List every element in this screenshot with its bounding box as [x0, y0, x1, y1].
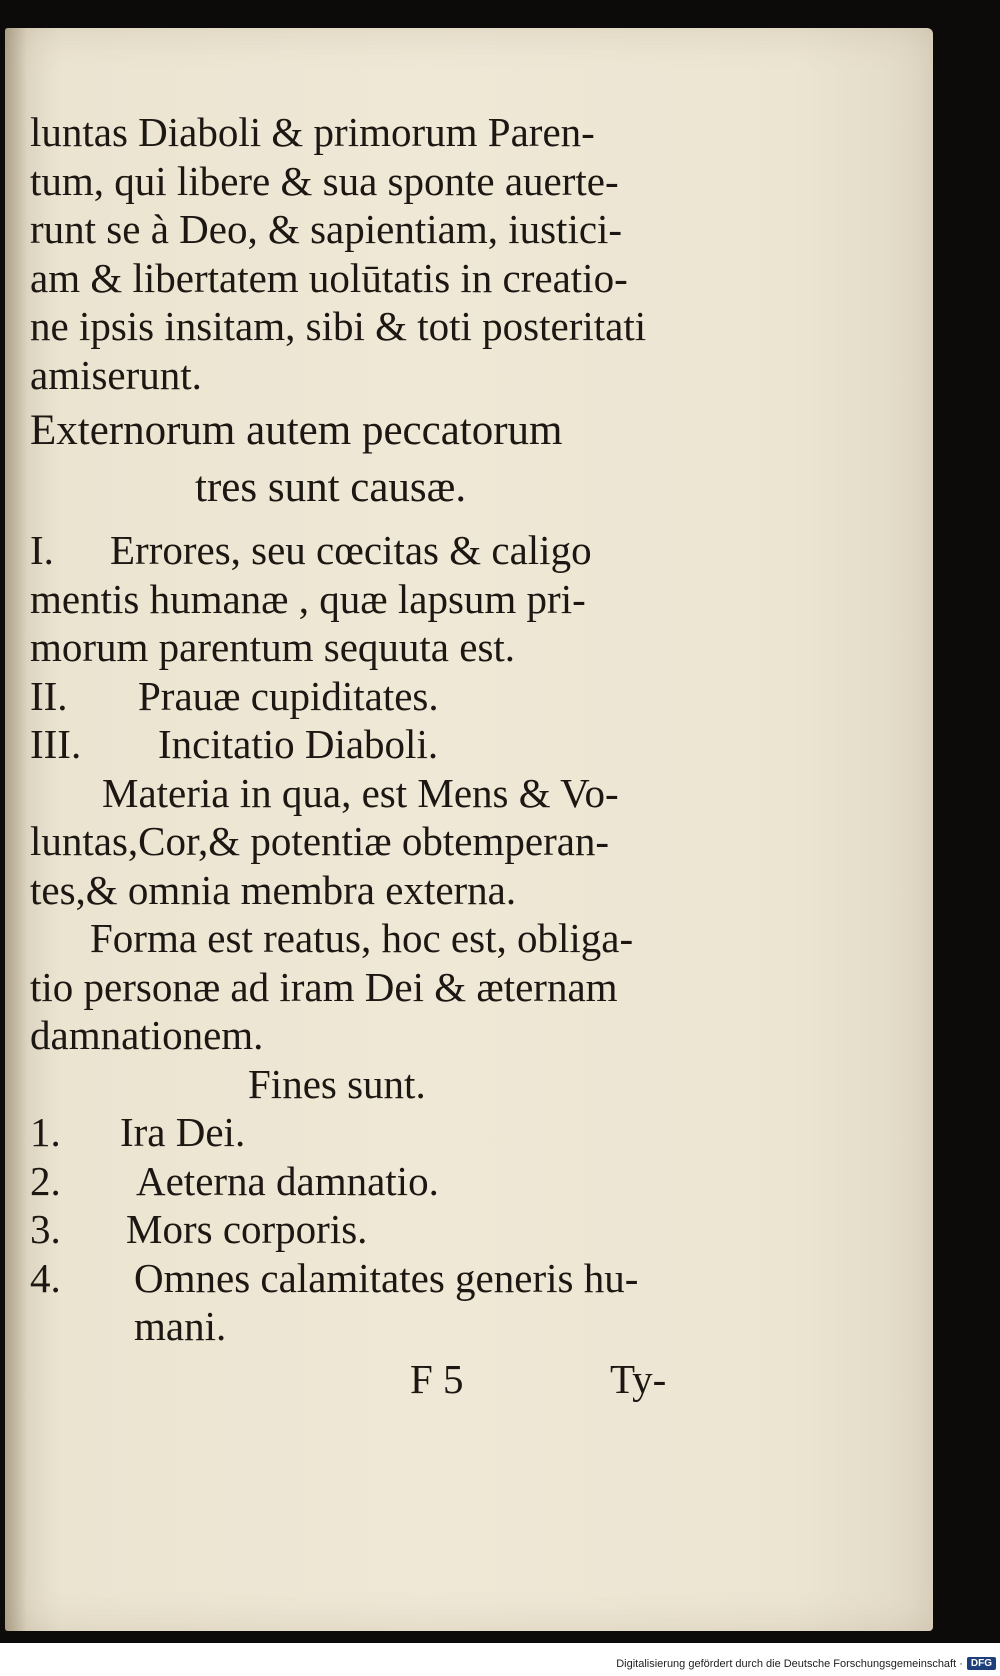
spacer: [30, 512, 690, 526]
signature-mark: F 5: [410, 1355, 464, 1402]
fines-item: [30, 1108, 690, 1157]
item-text: Prauæ cupiditates.: [138, 672, 439, 719]
text-line: runt se à Deo, & sapientiam, iustici-: [30, 206, 623, 252]
item-number: 2.: [30, 1157, 61, 1204]
cause-item: [30, 720, 690, 769]
section-heading: Externorum autem peccatorum: [30, 407, 563, 454]
text-line: Forma est reatus, hoc est, obliga-: [90, 915, 634, 961]
item-number: II.: [30, 672, 68, 719]
section-heading-continued: tres sunt causæ.: [195, 463, 467, 511]
fines-item: [30, 1157, 690, 1206]
dfg-logo: DFG: [967, 1657, 996, 1670]
text-line: ne ipsis insitam, sibi & toti posteritati: [30, 303, 647, 349]
fines-continuation: mani.: [134, 1303, 227, 1349]
item-text: Ira Dei.: [120, 1109, 246, 1155]
cause-item: [30, 526, 690, 575]
catchword: Ty-: [610, 1355, 667, 1402]
text-line: amiserunt.: [30, 351, 202, 398]
item-text: Omnes calamitates generis hu-: [134, 1254, 639, 1301]
text-line: tes,& omnia membra externa.: [30, 866, 517, 913]
text-line: Materia in qua, est Mens & Vo-: [102, 769, 619, 816]
page-footer-marks: [30, 1355, 690, 1411]
text-line: tum, qui libere & sua sponte auerte-: [30, 157, 619, 204]
item-text: Incitatio Diaboli.: [158, 721, 439, 767]
item-text: Mors corporis.: [126, 1206, 368, 1252]
fines-item: [30, 1205, 690, 1254]
item-text: Aeterna damnatio.: [136, 1157, 439, 1204]
text-line: am & libertatem uolūtatis in creatio-: [30, 254, 628, 301]
text-line: luntas,Cor,& potentiæ obtemperan-: [30, 818, 610, 864]
item-number: 4.: [30, 1254, 61, 1301]
cause-item: [30, 672, 690, 721]
item-number: I.: [30, 527, 54, 573]
text-line: tio personæ ad iram Dei & æternam: [30, 963, 618, 1010]
item-number: III.: [30, 721, 82, 767]
fines-heading: Fines sunt.: [248, 1060, 426, 1107]
cause-continuation: mentis humanæ , quæ lapsum pri-: [30, 575, 586, 622]
credit-text: Digitalisierung gefördert durch die Deutsche Forschungsgemeinschaft ·: [616, 1657, 963, 1670]
item-text: Errores, seu cœcitas & caligo: [110, 527, 592, 573]
item-number: 1.: [30, 1109, 61, 1155]
page-text: [30, 108, 690, 1411]
item-number: 3.: [30, 1206, 61, 1252]
fines-item: [30, 1254, 690, 1303]
text-line: damnationem.: [30, 1012, 264, 1058]
cause-continuation: morum parentum sequuta est.: [30, 624, 516, 670]
page-spine-shadow: [5, 28, 27, 1631]
digitization-credit: [616, 1657, 996, 1670]
text-line: luntas Diaboli & primorum Paren-: [30, 109, 595, 155]
